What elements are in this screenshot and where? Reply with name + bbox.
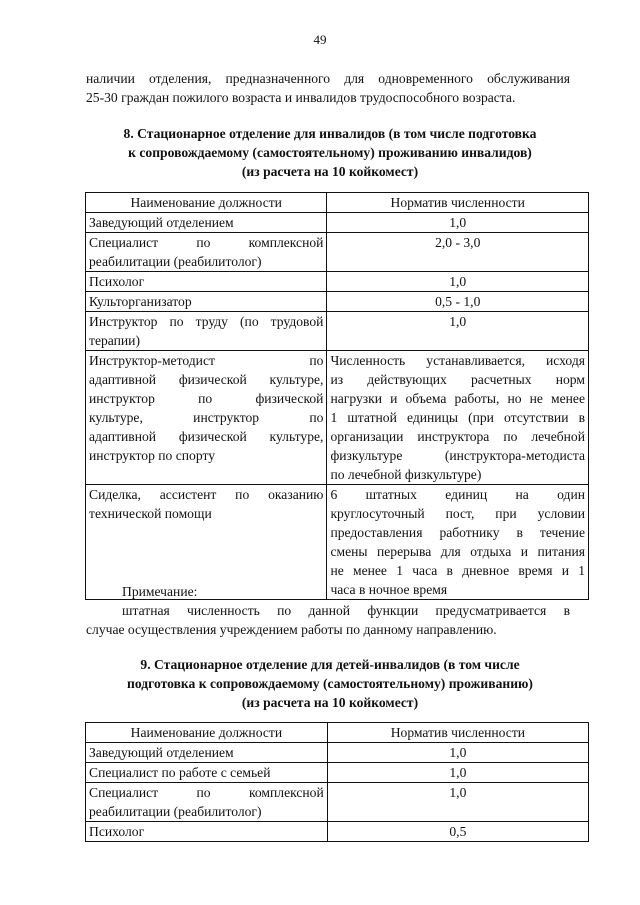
cell-line: часа в ночное время (330, 582, 448, 597)
section-title-line: подготовка к сопровождаемому (самостоятельному) проживанию) (127, 676, 533, 691)
cell-line: 1,0 (449, 745, 467, 760)
table-row (86, 783, 589, 822)
cell-line: смены перерыва для отдыха и питания (330, 544, 585, 559)
norm-cell (327, 822, 588, 842)
norm-cell (327, 743, 588, 763)
position-cell (86, 743, 328, 763)
section-title-line: (из расчета на 10 койкомест) (241, 164, 419, 179)
note-line: случае осуществления учреждением работы по данному направлению. (86, 622, 497, 637)
cell-line: адаптивной физической культуре, (89, 429, 324, 444)
cell-line: круглосуточный пост, при условии (330, 506, 585, 521)
section-title-line: 9. Стационарное отделение для детей-инвалидов (в том числе (140, 657, 520, 672)
cell-line: Специалист по комплексной (89, 235, 324, 250)
section-title-line: (из расчета на 10 койкомест) (241, 695, 419, 710)
section-title-line: 8. Стационарное отделение для инвалидов (в том числе подготовка (123, 126, 537, 141)
cell-line: инструктор по спорту (89, 448, 216, 463)
cell-line: 6 штатных единиц на один (330, 487, 585, 502)
cell-line: 1,0 (449, 785, 467, 800)
position-cell (86, 312, 327, 351)
cell-line: Психолог (89, 824, 145, 839)
section-title-line: к сопровождаемому (самостоятельному) проживанию инвалидов) (128, 145, 532, 160)
position-cell (86, 822, 328, 842)
cell-line: Психолог (89, 274, 145, 289)
cell-line: культуре, инструктор по (89, 410, 324, 425)
note-line: штатная численность по данной функции предусматривается в (122, 603, 570, 618)
cell-line: 1 штатной единицы (при отсутствии в (330, 410, 585, 425)
table-row (86, 351, 589, 485)
section-9-staff-table (85, 722, 589, 842)
cell-line: нагрузки и объема работы, но не менее (330, 391, 585, 406)
cell-line: Инструктор-методист по (89, 353, 324, 368)
header-norm: Норматив численности (327, 723, 588, 743)
cell-line: 2,0 - 3,0 (435, 235, 481, 250)
intro-line: наличии отделения, предназначенного для одновременного обслуживания (86, 71, 570, 86)
position-cell (86, 763, 328, 783)
cell-line: 0,5 - 1,0 (435, 294, 481, 309)
section-8-title (70, 124, 590, 181)
header-position: Наименование должности (86, 193, 327, 213)
cell-line: Заведующий отделением (89, 745, 234, 760)
cell-line: Заведующий отделением (89, 215, 234, 230)
cell-line: терапии) (89, 333, 140, 348)
norm-cell (327, 292, 589, 312)
table-row (86, 272, 589, 292)
norm-cell (327, 233, 589, 272)
cell-line: 1,0 (449, 215, 467, 230)
table-row (86, 213, 589, 233)
cell-line: адаптивной физической культуре, (89, 372, 324, 387)
header-norm: Норматив численности (327, 193, 589, 213)
norm-cell (327, 351, 589, 485)
cell-line: 1,0 (449, 765, 467, 780)
table-row (86, 763, 589, 783)
page-number: 49 (313, 32, 327, 47)
cell-line: реабилитации (реабилитолог) (89, 254, 262, 269)
intro-line: 25-30 граждан пожилого возраста и инвалидов трудоспособного возраста. (86, 90, 516, 105)
cell-line: не менее 1 часа в дневное время и 1 (330, 563, 585, 578)
table-body (86, 743, 589, 842)
cell-line: технической помощи (89, 506, 212, 521)
cell-line: Инструктор по труду (по трудовой (89, 314, 324, 329)
cell-line: 1,0 (449, 274, 467, 289)
section-9-title (70, 655, 590, 712)
norm-cell (327, 272, 589, 292)
cell-line: Специалист по комплексной (89, 785, 324, 800)
norm-cell (327, 783, 588, 822)
table-row (86, 233, 589, 272)
table-row (86, 822, 589, 842)
table-header-row (86, 193, 589, 213)
cell-line: инструктор по физической (89, 391, 324, 406)
norm-cell (327, 312, 589, 351)
cell-line: предоставления работнику в течение (330, 525, 585, 540)
cell-line: Сиделка, ассистент по оказанию (89, 487, 324, 502)
cell-line: 0,5 (449, 824, 467, 839)
position-cell (86, 292, 327, 312)
table-body (86, 213, 589, 600)
norm-cell (327, 213, 589, 233)
norm-cell (327, 763, 588, 783)
intro-paragraph (86, 69, 570, 107)
table-row (86, 292, 589, 312)
cell-line: 1,0 (449, 314, 467, 329)
cell-line: Численность устанавливается, исходя (330, 353, 585, 368)
header-position: Наименование должности (86, 723, 328, 743)
cell-line: из действующих расчетных норм (330, 372, 585, 387)
cell-line: Культорганизатор (89, 294, 192, 309)
cell-line: по лечебной физкультуре) (330, 467, 482, 482)
note-paragraph (86, 582, 570, 639)
note-label: Примечание: (122, 584, 198, 599)
table-row (86, 312, 589, 351)
cell-line: реабилитации (реабилитолог) (89, 804, 262, 819)
cell-line: физкультуре (инструктора-методиста (330, 448, 585, 463)
section-8-staff-table (85, 192, 589, 600)
cell-line: Специалист по работе с семьей (89, 765, 271, 780)
cell-line: организации инструктора по лечебной (330, 429, 585, 444)
position-cell (86, 213, 327, 233)
table-row (86, 743, 589, 763)
position-cell (86, 351, 327, 485)
table-header-row (86, 723, 589, 743)
position-cell (86, 233, 327, 272)
position-cell (86, 783, 328, 822)
position-cell (86, 272, 327, 292)
